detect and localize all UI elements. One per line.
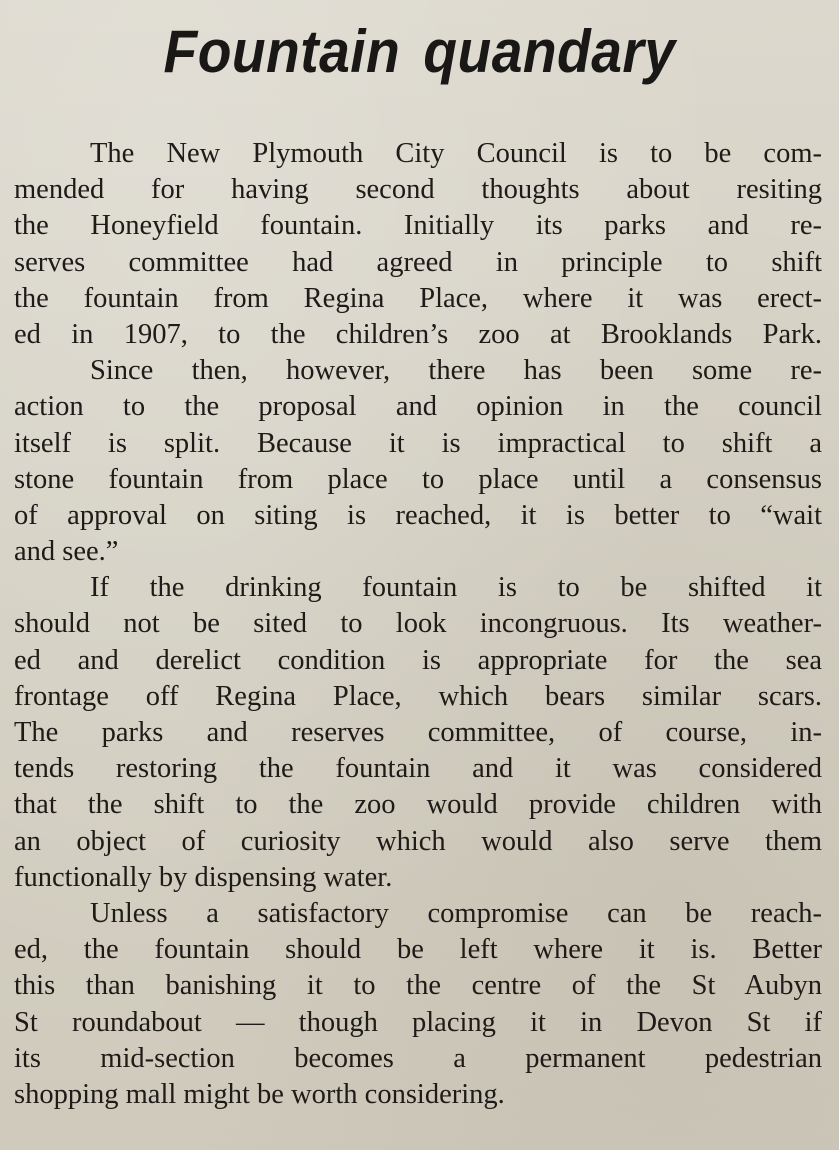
paragraph-4: [14, 896, 822, 1113]
text-line: stone fountain from place to place until a consensus: [14, 463, 822, 495]
text-line: St roundabout — though placing it in Devon St if: [14, 1006, 822, 1038]
text-line: the Honeyfield fountain. Initially its parks and re-: [14, 210, 822, 242]
text-line: mended for having second thoughts about resiting: [14, 174, 822, 206]
paragraph-2: [14, 353, 822, 570]
text-line: should not be sited to look incongruous. Its weather-: [14, 608, 822, 640]
text-line: that the shift to the zoo would provide children with: [14, 789, 822, 821]
text-line: tends restoring the fountain and it was considered: [14, 753, 822, 785]
text-line: Since then, however, there has been some re-: [90, 355, 822, 387]
editorial-body: [14, 136, 822, 1113]
text-line: action to the proposal and opinion in the council: [14, 391, 822, 423]
text-line: an object of curiosity which would also serve them: [14, 825, 822, 857]
text-line: itself is split. Because it is impractical to shift a: [14, 427, 822, 459]
text-line: The parks and reserves committee, of course, in-: [14, 717, 822, 748]
text-line: shopping mall might be worth considering.: [14, 1078, 505, 1110]
text-line: ed, the fountain should be left where it is. Better: [14, 934, 822, 966]
text-line: Unless a satisfactory compromise can be reach-: [90, 897, 822, 929]
text-line: frontage off Regina Place, which bears similar scars.: [14, 680, 822, 712]
text-line: serves committee had agreed in principle to shift: [14, 246, 822, 278]
paragraph-1: [14, 136, 822, 353]
text-line: and see.”: [14, 536, 119, 568]
text-line: The New Plymouth City Council is to be com-: [90, 138, 822, 169]
text-line: the fountain from Regina Place, where it was erect-: [14, 282, 822, 314]
text-line: ed and derelict condition is appropriate for the sea: [14, 644, 822, 676]
text-line: functionally by dispensing water.: [14, 861, 393, 893]
text-line: ed in 1907, to the children’s zoo at Brooklands Park.: [14, 318, 822, 350]
headline: Fountain quandary: [163, 18, 676, 85]
text-line: If the drinking fountain is to be shifted it: [90, 572, 822, 604]
text-line: of approval on siting is reached, it is better to “wait: [14, 499, 822, 531]
text-line: this than banishing it to the centre of the St Aubyn: [14, 970, 822, 1002]
text-line: its mid-section becomes a permanent pedestrian: [14, 1042, 822, 1074]
paragraph-3: [14, 570, 822, 896]
